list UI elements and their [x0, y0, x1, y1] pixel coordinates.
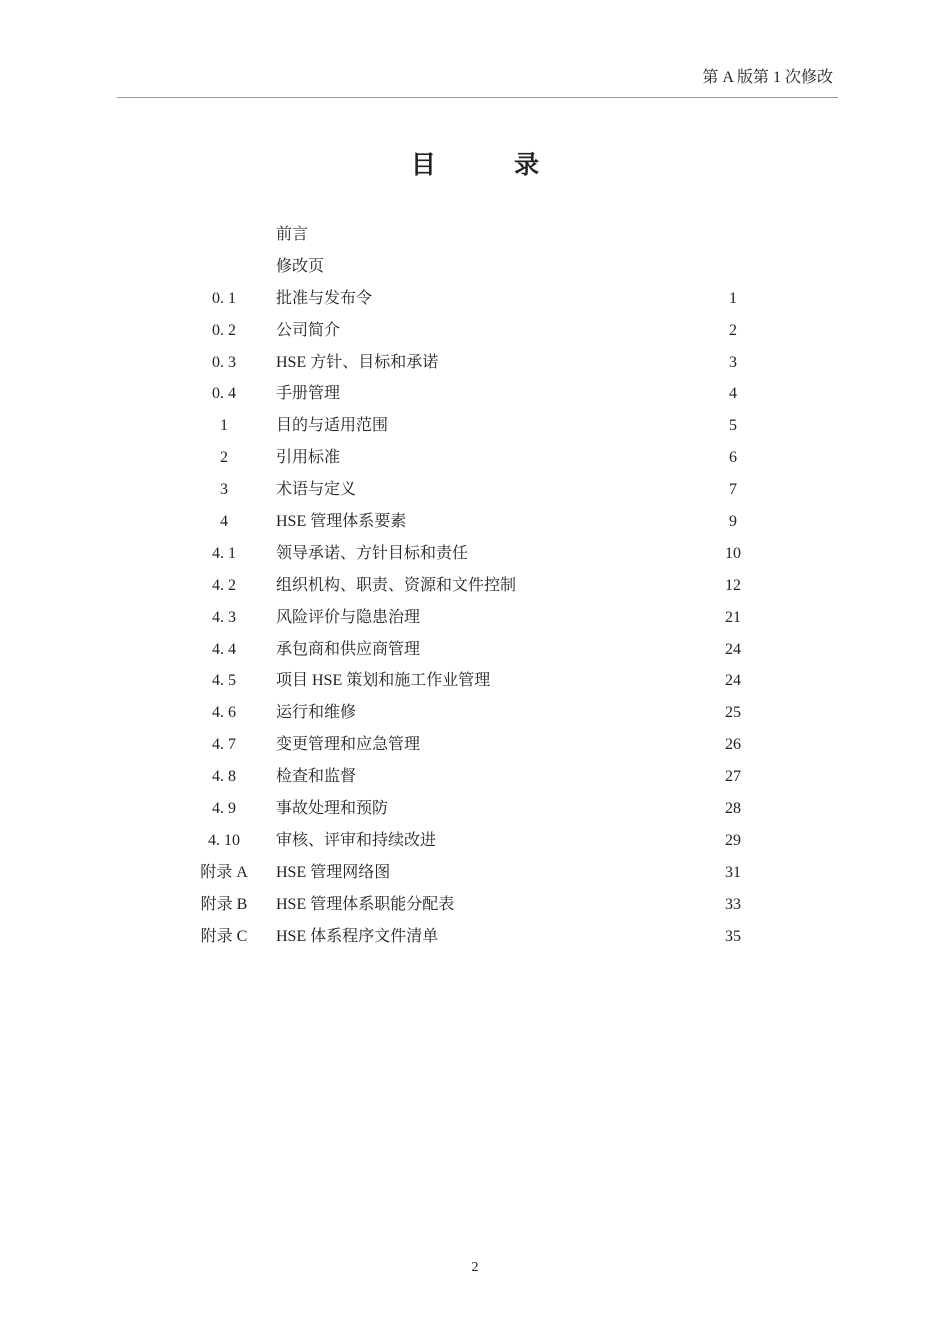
toc-section-title: 批准与发布令 — [276, 289, 373, 307]
toc-section-title: 目的与适用范围 — [276, 417, 389, 435]
toc-section-title: 变更管理和应急管理 — [276, 736, 421, 754]
toc-section-title: HSE 管理网络图 — [276, 863, 391, 881]
toc-section-number: 3 — [220, 481, 228, 499]
toc-page-number: 1 — [729, 289, 737, 307]
toc-section-title: HSE 管理体系职能分配表 — [276, 895, 455, 913]
toc-page-number: 9 — [729, 513, 737, 531]
toc-entry[interactable] — [0, 474, 950, 506]
toc-section-title: 组织机构、职责、资源和文件控制 — [276, 576, 517, 594]
toc-section-title: 项目 HSE 策划和施工作业管理 — [276, 672, 491, 690]
toc-section-title: 公司简介 — [276, 321, 341, 339]
header-edition: 第 A 版第 1 次修改 — [702, 69, 833, 86]
toc-page-number: 24 — [725, 640, 741, 658]
toc-page-number: 25 — [725, 704, 741, 722]
toc-section-number: 4. 10 — [208, 831, 240, 849]
toc-section-number: 0. 4 — [212, 385, 236, 403]
toc-section-title: 检查和监督 — [276, 768, 357, 786]
toc-entry[interactable] — [0, 378, 950, 410]
toc-section-number: 4. 7 — [212, 736, 236, 754]
toc-section-number: 4. 9 — [212, 800, 236, 818]
toc-section-title: 审核、评审和持续改进 — [276, 831, 437, 849]
toc-section-title: 手册管理 — [276, 385, 341, 403]
toc-page-number: 28 — [725, 800, 741, 818]
toc-page-number: 24 — [725, 672, 741, 690]
toc-section-number: 4. 3 — [212, 608, 236, 626]
toc-page-number: 12 — [725, 576, 741, 594]
toc-section-number: 2 — [220, 449, 228, 467]
toc-section-title: 修改页 — [276, 257, 325, 275]
toc-section-title: 前言 — [276, 226, 309, 243]
toc-section-number: 4 — [220, 513, 228, 531]
toc-section-title: 术语与定义 — [276, 481, 357, 499]
toc-section-title: 承包商和供应商管理 — [276, 640, 421, 658]
toc-page-number: 26 — [725, 736, 741, 754]
toc-entry[interactable] — [0, 729, 950, 761]
toc-section-number: 4. 1 — [212, 544, 236, 562]
toc-entry[interactable] — [0, 761, 950, 793]
toc-page-number: 7 — [729, 481, 737, 499]
toc-entry[interactable] — [0, 857, 950, 889]
toc-section-number: 4. 2 — [212, 576, 236, 594]
toc-entry[interactable] — [0, 347, 950, 379]
toc-entry[interactable] — [0, 251, 950, 283]
toc-page-number: 35 — [725, 927, 741, 945]
toc-entry[interactable] — [0, 793, 950, 825]
toc-page-number: 21 — [725, 608, 741, 626]
toc-section-title: HSE 管理体系要素 — [276, 513, 407, 531]
toc-section-number: 附录 A — [200, 863, 248, 881]
toc-section-number: 0. 3 — [212, 353, 236, 371]
toc-page-number: 4 — [729, 385, 737, 403]
toc-page-number: 33 — [725, 895, 741, 913]
toc-section-number: 4. 5 — [212, 672, 236, 690]
toc-page-number: 29 — [725, 831, 741, 849]
toc-section-number: 4. 4 — [212, 640, 236, 658]
toc-entry[interactable] — [0, 506, 950, 538]
toc-entry[interactable] — [0, 538, 950, 570]
toc-section-number: 附录 C — [200, 927, 248, 945]
toc-section-number: 0. 1 — [212, 289, 236, 307]
toc-entry[interactable] — [0, 283, 950, 315]
toc-section-title: 风险评价与隐患治理 — [276, 608, 421, 626]
toc-page-number: 6 — [729, 449, 737, 467]
toc-entry[interactable] — [0, 921, 950, 953]
toc-entry[interactable] — [0, 570, 950, 602]
toc-entry[interactable] — [0, 410, 950, 442]
toc-entry[interactable] — [0, 697, 950, 729]
toc-section-title: HSE 方针、目标和承诺 — [276, 353, 439, 371]
toc-entry[interactable] — [0, 315, 950, 347]
toc-entry[interactable] — [0, 634, 950, 666]
toc-section-title: 领导承诺、方针目标和责任 — [276, 544, 469, 562]
header-divider — [117, 97, 838, 98]
toc-section-number: 0. 2 — [212, 321, 236, 339]
toc-section-title: 事故处理和预防 — [276, 800, 389, 818]
toc-section-number: 4. 8 — [212, 768, 236, 786]
toc-page-number: 2 — [729, 321, 737, 339]
page-title: 目 录 — [410, 152, 576, 179]
toc-section-number: 4. 6 — [212, 704, 236, 722]
toc-entry[interactable] — [0, 442, 950, 474]
toc-entry[interactable] — [0, 219, 950, 251]
toc-section-number: 1 — [220, 417, 228, 435]
toc-page-number: 27 — [725, 768, 741, 786]
toc-page-number: 5 — [729, 417, 737, 435]
toc-section-title: HSE 体系程序文件清单 — [276, 927, 439, 945]
toc-section-title: 运行和维修 — [276, 704, 357, 722]
toc-section-title: 引用标准 — [276, 449, 341, 467]
toc-page-number: 31 — [725, 863, 741, 881]
table-of-contents — [0, 219, 950, 952]
toc-entry[interactable] — [0, 602, 950, 634]
toc-entry[interactable] — [0, 665, 950, 697]
toc-page-number: 3 — [729, 353, 737, 371]
toc-section-number: 附录 B — [200, 895, 248, 913]
toc-entry[interactable] — [0, 825, 950, 857]
toc-entry[interactable] — [0, 889, 950, 921]
page-number: 2 — [471, 1260, 479, 1275]
toc-page-number: 10 — [725, 544, 741, 562]
